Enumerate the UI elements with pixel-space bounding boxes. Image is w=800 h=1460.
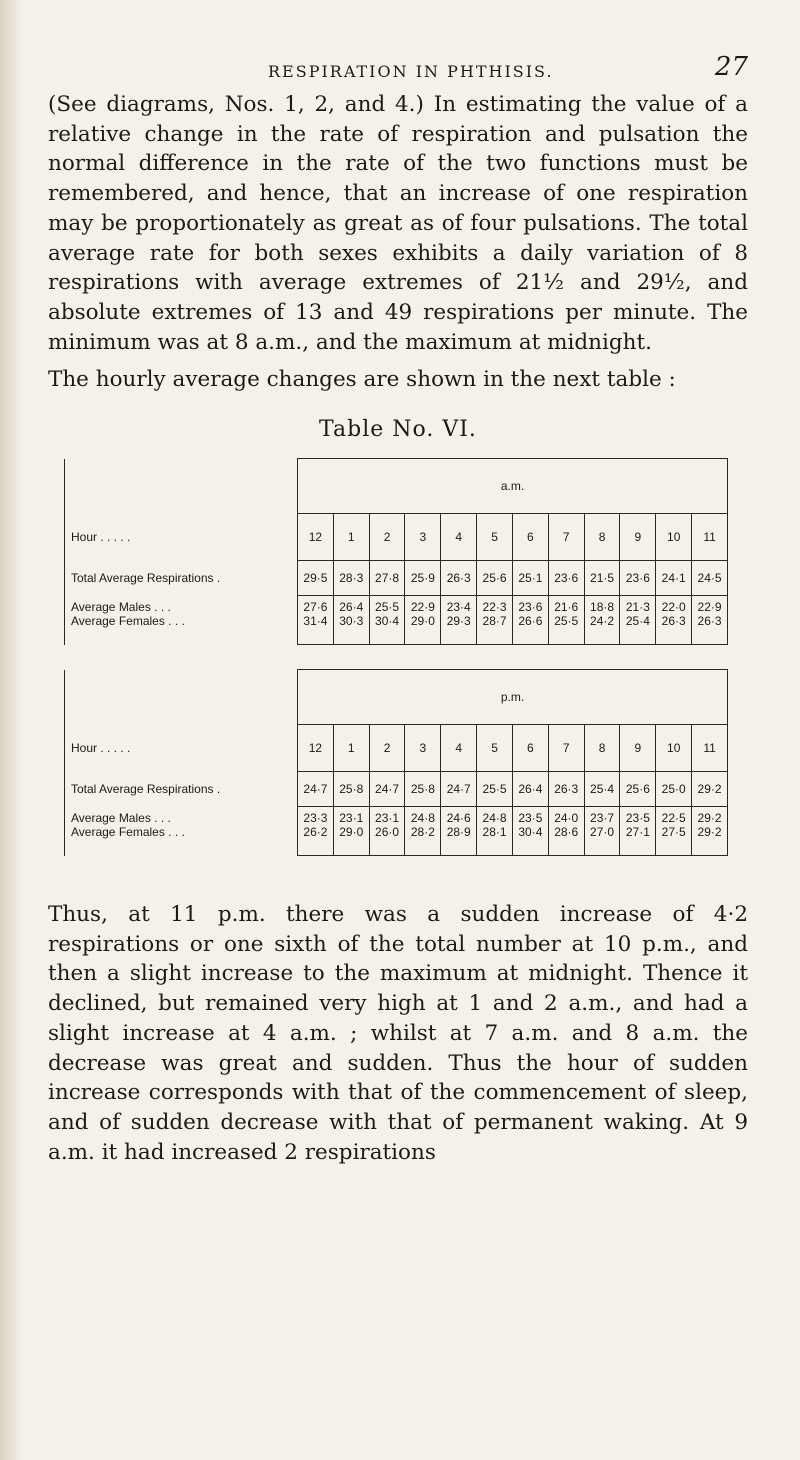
hour-cell: 3 — [405, 514, 441, 561]
male-value: 25·5 — [375, 600, 400, 615]
hour-cell: 7 — [548, 725, 584, 772]
table-row-hour — [65, 514, 728, 561]
average-cell — [620, 807, 656, 856]
female-value: 30·3 — [339, 614, 364, 629]
total-cell: 25·6 — [620, 772, 656, 807]
total-cell: 24·7 — [441, 772, 477, 807]
female-value: 28·6 — [554, 825, 579, 840]
male-value: 18·8 — [590, 600, 615, 615]
header-label-cell — [65, 670, 298, 725]
total-cell: 26·3 — [548, 772, 584, 807]
female-value: 25·5 — [554, 614, 579, 629]
male-value: 22·3 — [482, 600, 507, 615]
total-cell: 21·5 — [584, 561, 620, 596]
page-header — [48, 50, 748, 84]
male-value: 22·9 — [410, 600, 435, 615]
hour-cell: 5 — [477, 514, 513, 561]
male-value: 23·7 — [590, 811, 615, 826]
hour-cell: 5 — [477, 725, 513, 772]
average-cell — [369, 596, 405, 645]
average-cell — [656, 807, 692, 856]
female-value: 25·4 — [625, 614, 650, 629]
male-value: 22·5 — [661, 811, 686, 826]
hour-cell: 10 — [656, 514, 692, 561]
hour-cell: 6 — [512, 514, 548, 561]
book-spine-shadow — [0, 0, 22, 1460]
hour-cell: 7 — [548, 514, 584, 561]
male-value: 23·1 — [339, 811, 364, 826]
table-row-total — [65, 561, 728, 596]
male-value: 24·0 — [554, 811, 579, 826]
male-value: 29·2 — [697, 811, 722, 826]
female-value: 30·4 — [375, 614, 400, 629]
hour-cell: 8 — [584, 514, 620, 561]
period-label: p.m. — [298, 670, 728, 725]
row-label-females: Average Females . . . — [71, 613, 185, 628]
hour-cell: 4 — [441, 514, 477, 561]
table-pm — [64, 669, 728, 856]
male-value: 26·4 — [339, 600, 364, 615]
average-cell — [584, 596, 620, 645]
period-label: a.m. — [298, 459, 728, 514]
total-cell: 25·8 — [333, 772, 369, 807]
total-cell: 29·5 — [298, 561, 334, 596]
female-value: 28·9 — [446, 825, 471, 840]
female-value: 26·6 — [518, 614, 543, 629]
female-value: 26·2 — [303, 825, 328, 840]
paragraph-intro: (See diagrams, Nos. 1, 2, and 4.) In estimating the value of a relative change in the rate of respiration and pulsation the normal difference in the rate of the two functions must be remembered, and hence, that an increase of one respiration may be proportionately as great as of four pulsations. The total average rate for both sexes exhibits a daily variation of 8 respirations with average extremes of 21½ and 29½, and absolute extremes of 13 and 49 respirations per minute. The minimum was at 8 a.m., and the maximum at midnight. — [48, 92, 748, 355]
female-value: 31·4 — [303, 614, 328, 629]
table-title: Table No. VI. — [319, 417, 477, 443]
total-cell: 23·6 — [620, 561, 656, 596]
average-cell — [692, 807, 728, 856]
table-header-row — [65, 459, 728, 514]
hour-cell: 10 — [656, 725, 692, 772]
table-am — [64, 458, 728, 645]
table-header-row — [65, 670, 728, 725]
male-value: 24·8 — [410, 811, 435, 826]
male-value: 23·5 — [518, 811, 543, 826]
male-value: 23·4 — [446, 600, 471, 615]
average-cell — [333, 596, 369, 645]
male-value: 21·6 — [554, 600, 579, 615]
average-cell — [369, 807, 405, 856]
total-cell: 25·4 — [584, 772, 620, 807]
average-cell — [405, 596, 441, 645]
total-cell: 26·4 — [512, 772, 548, 807]
female-value: 29·3 — [446, 614, 471, 629]
hour-cell: 2 — [369, 514, 405, 561]
total-cell: 25·8 — [405, 772, 441, 807]
hour-cell: 3 — [405, 725, 441, 772]
hour-cell: 8 — [584, 725, 620, 772]
total-cell: 25·1 — [512, 561, 548, 596]
hour-cell: 9 — [620, 514, 656, 561]
average-cell — [548, 807, 584, 856]
female-value: 27·5 — [661, 825, 686, 840]
total-cell: 26·3 — [441, 561, 477, 596]
average-cell — [298, 596, 334, 645]
average-cell — [620, 596, 656, 645]
paragraph-table-intro: The hourly average changes are shown in the next table : — [48, 367, 676, 393]
male-value: 22·9 — [697, 600, 722, 615]
average-cell — [512, 807, 548, 856]
female-value: 28·7 — [482, 614, 507, 629]
male-value: 27·6 — [303, 600, 328, 615]
hour-cell: 1 — [333, 725, 369, 772]
average-cell — [692, 596, 728, 645]
female-value: 26·0 — [375, 825, 400, 840]
table-row-hour — [65, 725, 728, 772]
row-label-males: Average Males . . . — [71, 810, 171, 825]
female-value: 27·1 — [625, 825, 650, 840]
average-cell — [512, 596, 548, 645]
male-value: 23·6 — [518, 600, 543, 615]
total-cell: 27·8 — [369, 561, 405, 596]
female-value: 29·0 — [410, 614, 435, 629]
row-label-males: Average Males . . . — [71, 599, 171, 614]
average-cell — [584, 807, 620, 856]
female-value: 26·3 — [661, 614, 686, 629]
total-cell: 24·1 — [656, 561, 692, 596]
total-cell: 24·7 — [369, 772, 405, 807]
female-value: 24·2 — [590, 614, 615, 629]
male-value: 21·3 — [625, 600, 650, 615]
row-label-total: Total Average Respirations . — [65, 561, 298, 596]
running-title: RESPIRATION IN PHTHISIS. — [268, 62, 554, 81]
average-cell — [441, 807, 477, 856]
average-cell — [548, 596, 584, 645]
female-value: 28·2 — [410, 825, 435, 840]
male-value: 24·6 — [446, 811, 471, 826]
male-value: 23·3 — [303, 811, 328, 826]
male-value: 23·1 — [375, 811, 400, 826]
average-cell — [333, 807, 369, 856]
female-value: 26·3 — [697, 614, 722, 629]
row-label-hour: Hour . . . . . — [65, 514, 298, 561]
hour-cell: 11 — [692, 514, 728, 561]
hour-cell: 6 — [512, 725, 548, 772]
total-cell: 24·7 — [298, 772, 334, 807]
male-value: 23·5 — [625, 811, 650, 826]
total-cell: 25·6 — [477, 561, 513, 596]
header-label-cell — [65, 459, 298, 514]
female-value: 30·4 — [518, 825, 543, 840]
male-value: 22·0 — [661, 600, 686, 615]
total-cell: 29·2 — [692, 772, 728, 807]
row-label-averages — [65, 596, 298, 645]
average-cell — [656, 596, 692, 645]
hour-cell: 11 — [692, 725, 728, 772]
table-row-averages — [65, 596, 728, 645]
row-label-hour: Hour . . . . . — [65, 725, 298, 772]
hour-cell: 9 — [620, 725, 656, 772]
total-cell: 25·0 — [656, 772, 692, 807]
average-cell — [405, 807, 441, 856]
hour-cell: 12 — [298, 514, 334, 561]
row-label-total: Total Average Respirations . — [65, 772, 298, 807]
total-cell: 25·5 — [477, 772, 513, 807]
total-cell: 24·5 — [692, 561, 728, 596]
male-value: 24·8 — [482, 811, 507, 826]
average-cell — [477, 807, 513, 856]
table-row-averages — [65, 807, 728, 856]
total-cell: 25·9 — [405, 561, 441, 596]
hour-cell: 2 — [369, 725, 405, 772]
hour-cell: 12 — [298, 725, 334, 772]
hour-cell: 4 — [441, 725, 477, 772]
total-cell: 28·3 — [333, 561, 369, 596]
total-cell: 23·6 — [548, 561, 584, 596]
page-number: 27 — [714, 52, 748, 82]
female-value: 28·1 — [482, 825, 507, 840]
row-label-averages — [65, 807, 298, 856]
book-page — [48, 50, 748, 1167]
average-cell — [441, 596, 477, 645]
average-cell — [298, 807, 334, 856]
table-row-total — [65, 772, 728, 807]
female-value: 29·0 — [339, 825, 364, 840]
female-value: 29·2 — [697, 825, 722, 840]
row-label-females: Average Females . . . — [71, 824, 185, 839]
hour-cell: 1 — [333, 514, 369, 561]
female-value: 27·0 — [590, 825, 615, 840]
average-cell — [477, 596, 513, 645]
paragraph-discussion: Thus, at 11 p.m. there was a sudden increase of 4·2 respirations or one sixth of the total number at 10 p.m., and then a slight increase to the maximum at midnight. Thence it declined, but remained very high at 1 and 2 a.m., and had a slight increase at 4 a.m. ; whilst at 7 a.m. and 8 a.m. the decrease was great and sudden. Thus the hour of sudden increase corresponds with that of the commencement of sleep, and of sudden decrease with that of permanent waking. At 9 a.m. it had increased 2 respirations — [48, 902, 748, 1165]
